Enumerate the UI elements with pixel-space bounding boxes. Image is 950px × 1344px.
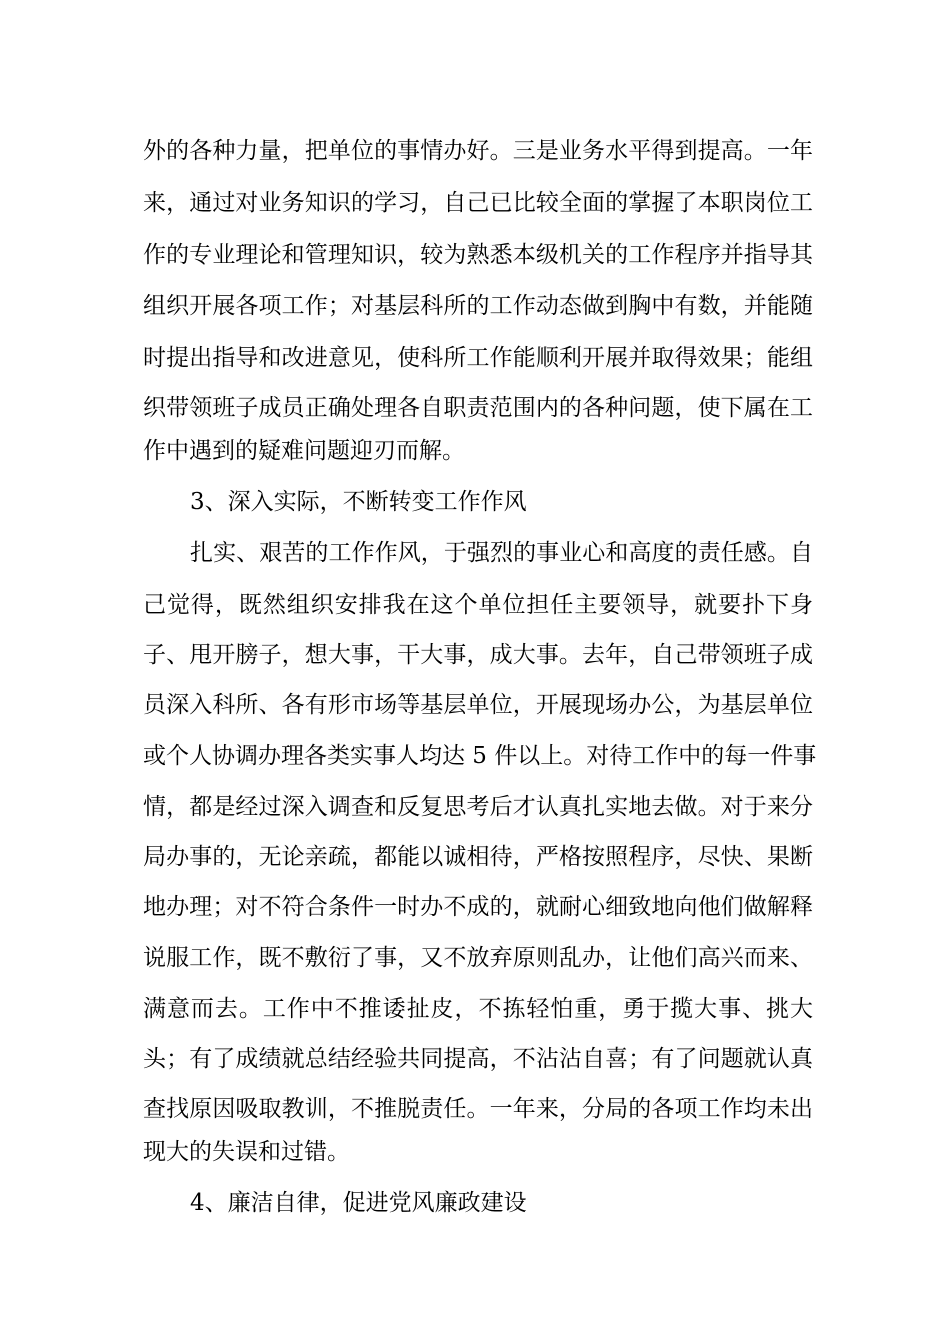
paragraph-line: 局办事的，无论亲疏，都能以诚相待，严格按照程序，尽快、果断 bbox=[143, 844, 813, 870]
section-heading: 3、深入实际，不断转变工作作风 bbox=[190, 489, 527, 515]
paragraph-line: 时提出指导和改进意见，使科所工作能顺利开展并取得效果；能组 bbox=[143, 345, 813, 371]
paragraph-line: 现大的失误和过错。 bbox=[143, 1139, 350, 1165]
paragraph-line: 织带领班子成员正确处理各自职责范围内的各种问题，使下属在工 bbox=[143, 395, 813, 421]
paragraph-line: 外的各种力量，把单位的事情办好。三是业务水平得到提高。一年 bbox=[143, 138, 813, 164]
paragraph-line: 组织开展各项工作；对基层科所的工作动态做到胸中有数，并能随 bbox=[143, 293, 813, 319]
paragraph-line: 己觉得，既然组织安排我在这个单位担任主要领导，就要扑下身 bbox=[143, 592, 813, 618]
paragraph-line: 说服工作，既不敷衍了事，又不放弃原则乱办，让他们高兴而来、 bbox=[143, 945, 813, 971]
paragraph-line: 来，通过对业务知识的学习，自己已比较全面的掌握了本职岗位工 bbox=[143, 190, 813, 216]
paragraph-line: 或个人协调办理各类实事人均达 5 件以上。对待工作中的每一件事 bbox=[143, 743, 817, 769]
paragraph-line: 地办理；对不符合条件一时办不成的，就耐心细致地向他们做解释 bbox=[143, 894, 813, 920]
paragraph-line: 满意而去。工作中不推诿扯皮，不拣轻怕重，勇于揽大事、挑大 bbox=[143, 996, 813, 1022]
paragraph-line: 作的专业理论和管理知识，较为熟悉本级机关的工作程序并指导其 bbox=[143, 242, 813, 268]
paragraph-line: 员深入科所、各有形市场等基层单位，开展现场办公，为基层单位 bbox=[143, 692, 813, 718]
paragraph-line: 情，都是经过深入调查和反复思考后才认真扎实地去做。对于来分 bbox=[143, 794, 813, 820]
paragraph-line: 扎实、艰苦的工作作风，于强烈的事业心和高度的责任感。自 bbox=[190, 540, 813, 566]
section-heading: 4、廉洁自律，促进党风廉政建设 bbox=[190, 1190, 527, 1216]
paragraph-line: 作中遇到的疑难问题迎刃而解。 bbox=[143, 438, 465, 464]
paragraph-line: 查找原因吸取教训，不推脱责任。一年来，分局的各项工作均未出 bbox=[143, 1096, 813, 1122]
paragraph-line: 子、甩开膀子，想大事，干大事，成大事。去年，自己带领班子成 bbox=[143, 642, 813, 668]
paragraph-line: 头；有了成绩就总结经验共同提高，不沾沾自喜；有了问题就认真 bbox=[143, 1046, 813, 1072]
